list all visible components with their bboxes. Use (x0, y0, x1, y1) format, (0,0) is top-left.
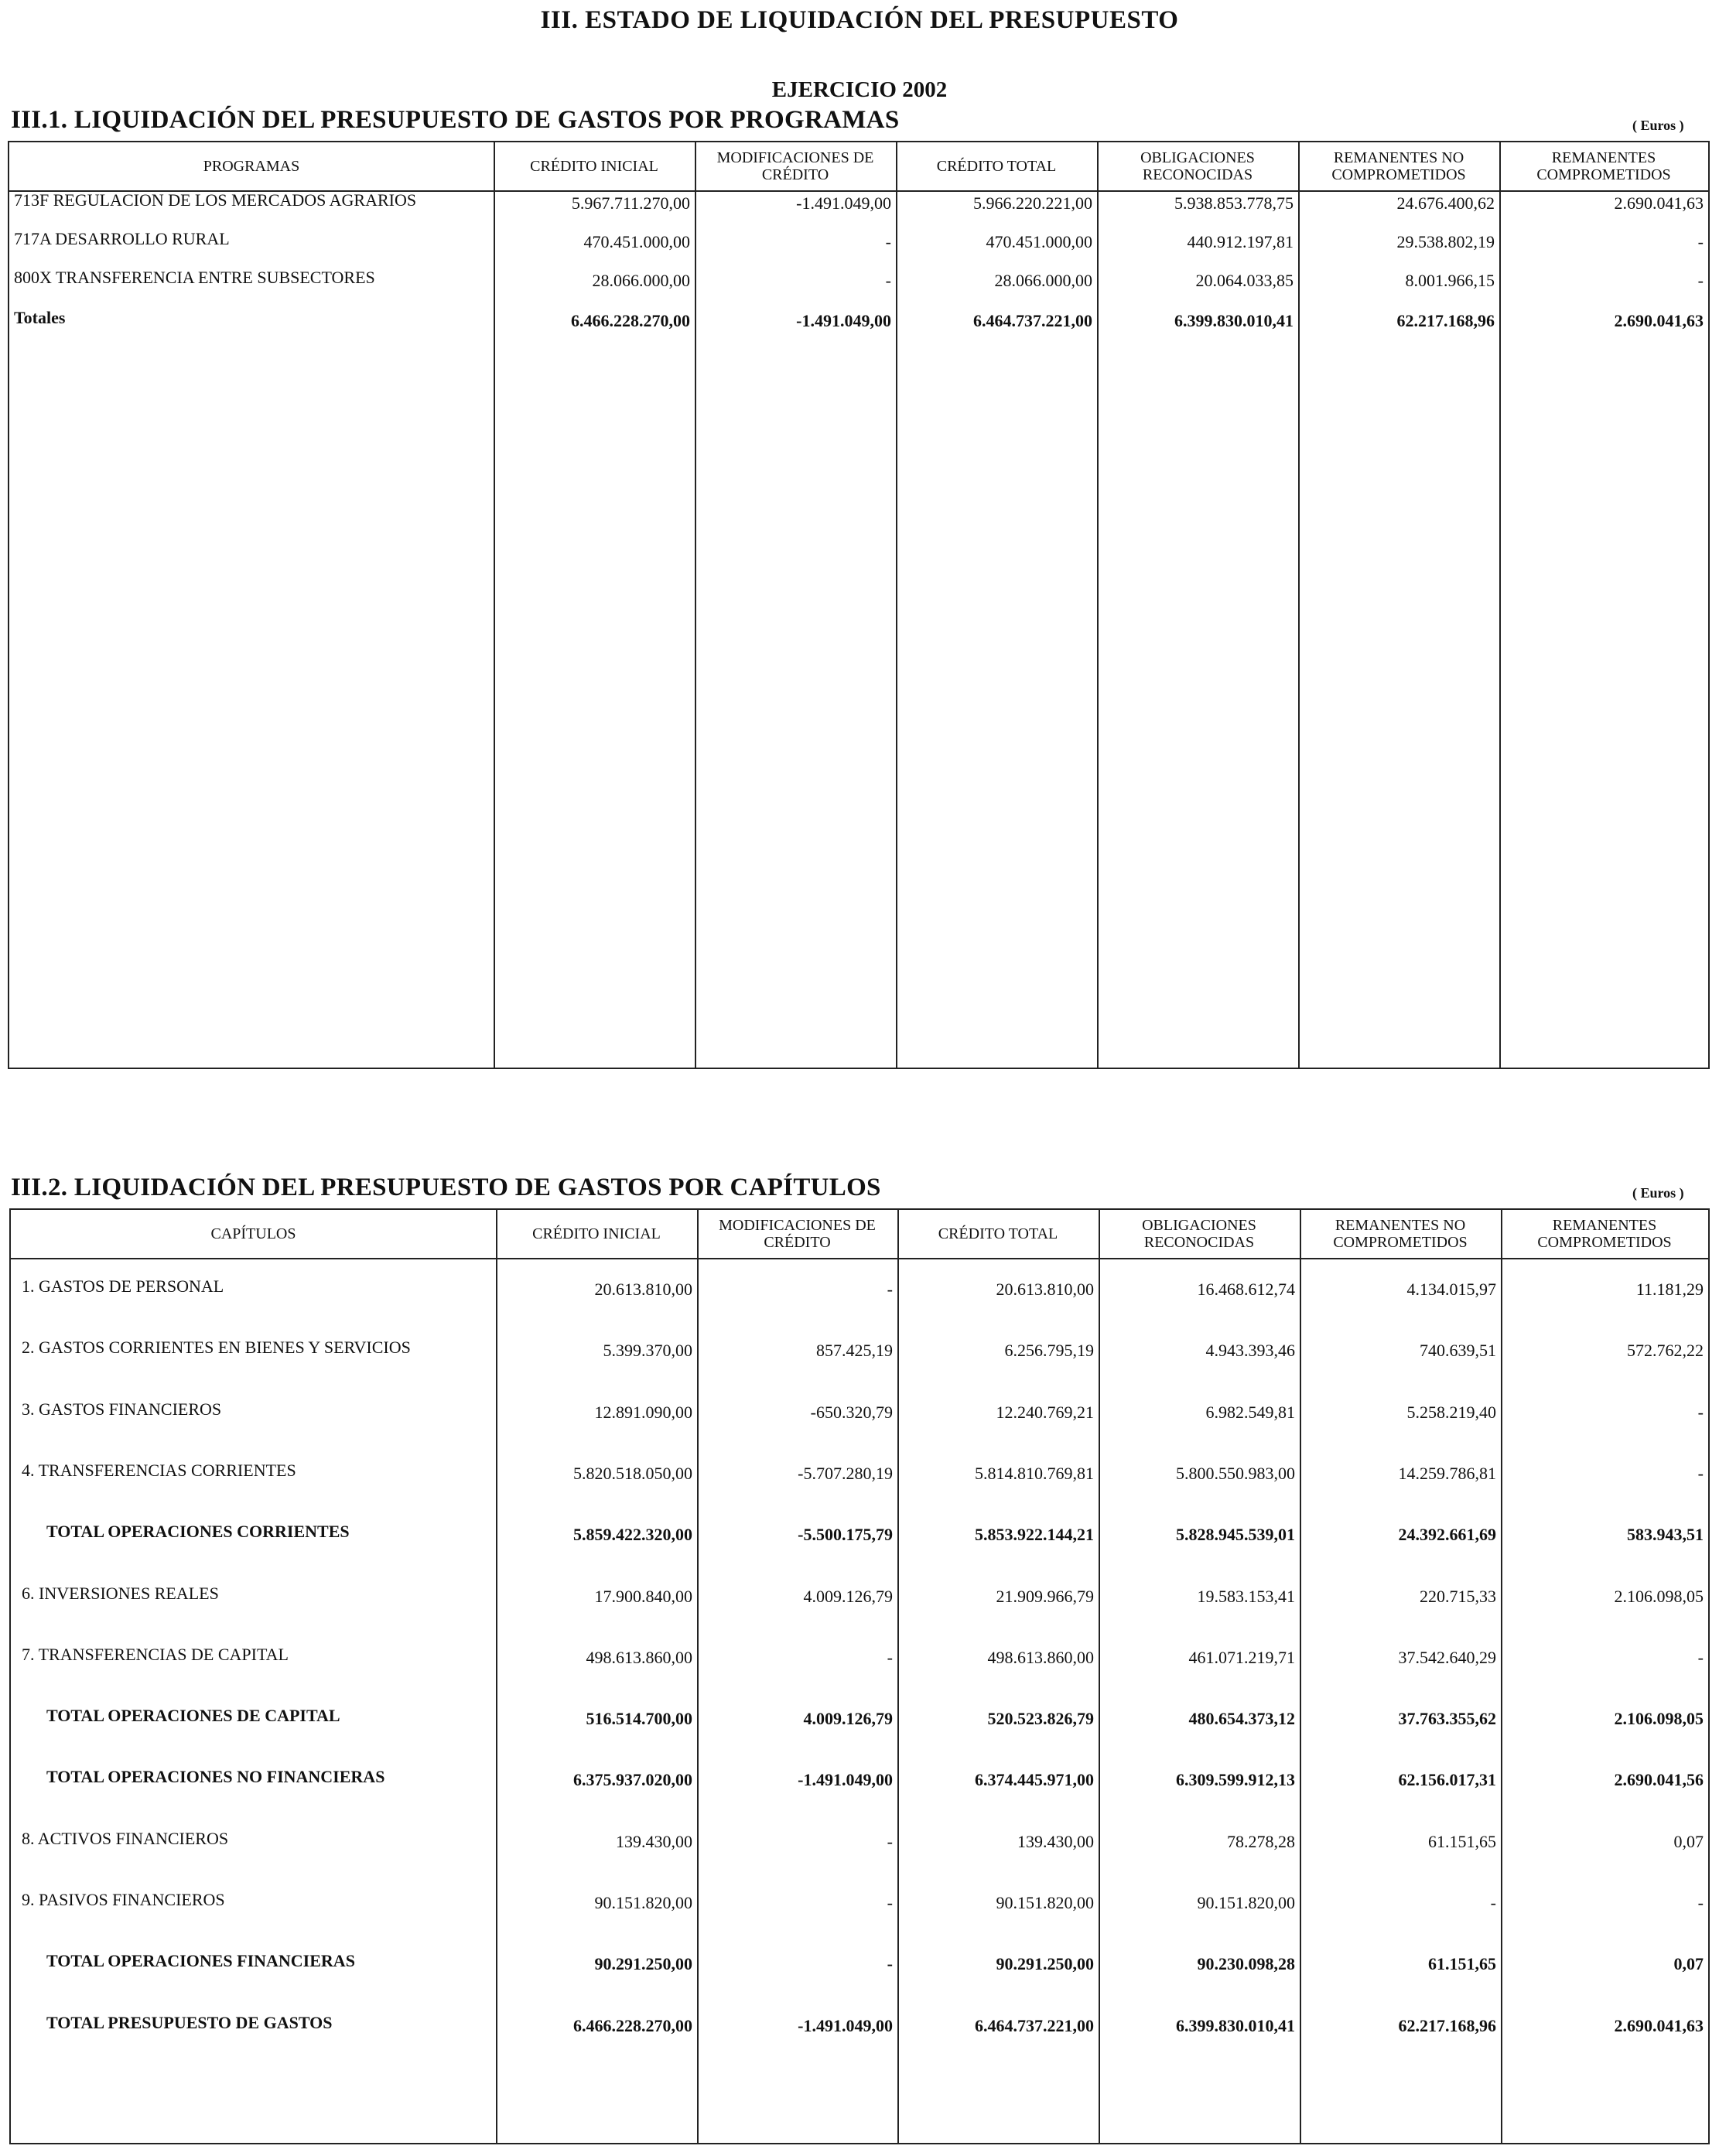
row-value: 6.256.795,19 (1004, 1341, 1094, 1361)
row-value: 28.066.000,00 (592, 271, 690, 290)
row-value: 6.466.228.270,00 (573, 2015, 692, 2035)
row-value: 5.966.220.221,00 (973, 193, 1092, 213)
row-value: 16.468.612,74 (1197, 1280, 1295, 1299)
row-label: 9. PASIVOS FINANCIEROS (22, 1890, 225, 1909)
row-label: 7. TRANSFERENCIAS DE CAPITAL (22, 1644, 289, 1664)
row-value: 498.613.860,00 (987, 1647, 1094, 1667)
row-value: 6.375.937.020,00 (573, 1770, 692, 1790)
capitulos-section-title: III.2. LIQUIDACIÓN DEL PRESUPUESTO DE GASTOS POR CAPÍTULOS (11, 1174, 881, 1201)
row-value: - (887, 1647, 893, 1667)
row-value: 28.066.000,00 (994, 271, 1092, 290)
row-label: Totales (14, 308, 66, 327)
row-value: - (1697, 232, 1704, 251)
column-header: CRÉDITO TOTAL (936, 158, 1057, 175)
row-label: 800X TRANSFERENCIA ENTRE SUBSECTORES (14, 268, 375, 287)
row-value: - (1697, 1647, 1704, 1667)
row-value: 516.514.700,00 (586, 1709, 692, 1729)
row-value: 90.291.250,00 (996, 1954, 1094, 1974)
row-value: 90.151.820,00 (996, 1893, 1094, 1912)
row-label: 1. GASTOS DE PERSONAL (22, 1276, 224, 1296)
row-label: TOTAL PRESUPUESTO DE GASTOS (46, 2012, 333, 2032)
row-value: 2.690.041,63 (1614, 193, 1704, 213)
row-value: 2.690.041,63 (1614, 2015, 1704, 2035)
row-value: 0,07 (1673, 1831, 1704, 1851)
row-value: 220.715,33 (1420, 1586, 1496, 1606)
row-value: 857.425,19 (816, 1341, 893, 1361)
row-value: 20.613.810,00 (594, 1280, 692, 1299)
row-value: 6.982.549,81 (1205, 1402, 1295, 1422)
row-value: 6.399.830.010,41 (1174, 311, 1294, 330)
row-value: - (887, 1954, 893, 1974)
row-label: TOTAL OPERACIONES FINANCIERAS (46, 1951, 355, 1971)
row-value: - (887, 1893, 893, 1912)
row-value: 5.828.945.539,01 (1176, 1525, 1295, 1545)
row-value: 90.151.820,00 (1197, 1893, 1295, 1912)
row-value: 61.151,65 (1428, 1831, 1496, 1851)
row-label: TOTAL OPERACIONES NO FINANCIERAS (46, 1767, 385, 1787)
row-value: 37.763.355,62 (1398, 1709, 1496, 1729)
header-divider (11, 1258, 1708, 1259)
row-value: 5.967.711.270,00 (571, 193, 690, 213)
column-header: MODIFICACIONES DE CRÉDITO (719, 1217, 876, 1251)
row-value: 62.217.168,96 (1398, 2015, 1496, 2035)
column-header: MODIFICACIONES DE CRÉDITO (716, 149, 874, 183)
row-value: - (1697, 1463, 1704, 1483)
row-value: 24.392.661,69 (1398, 1525, 1496, 1545)
column-header: CRÉDITO TOTAL (938, 1225, 1058, 1242)
row-value: 62.217.168,96 (1396, 311, 1495, 330)
row-value: 740.639,51 (1420, 1341, 1496, 1361)
row-value: 139.430,00 (1017, 1831, 1094, 1851)
row-value: 2.106.098,05 (1614, 1709, 1704, 1729)
capitulos-table (9, 1208, 1710, 2144)
column-header: REMANENTES NO COMPROMETIDOS (1333, 1217, 1468, 1251)
row-value: 6.464.737.221,00 (973, 311, 1092, 330)
row-label: 6. INVERSIONES REALES (22, 1583, 219, 1603)
row-value: 78.278,28 (1227, 1831, 1295, 1851)
row-value: 5.853.922.144,21 (975, 1525, 1094, 1545)
capitulos-units: ( Euros ) (1632, 1185, 1684, 1201)
row-value: 520.523.826,79 (987, 1709, 1094, 1729)
row-value: 20.064.033,85 (1195, 271, 1294, 290)
row-value: 4.009.126,79 (803, 1709, 893, 1729)
row-value: 139.430,00 (616, 1831, 692, 1851)
row-value: 2.106.098,05 (1614, 1586, 1704, 1606)
column-header: PROGRAMAS (203, 158, 300, 175)
row-value: - (1490, 1893, 1496, 1912)
row-value: 8.001.966,15 (1405, 271, 1495, 290)
row-label: 8. ACTIVOS FINANCIEROS (22, 1828, 229, 1848)
row-value: 5.814.810.769,81 (975, 1463, 1094, 1483)
row-value: 5.800.550.983,00 (1176, 1463, 1295, 1483)
row-value: 12.240.769,21 (996, 1402, 1094, 1422)
column-header: OBLIGACIONES RECONOCIDAS (1140, 149, 1255, 183)
fiscal-year: EJERCICIO 2002 (771, 77, 948, 102)
row-value: 90.151.820,00 (594, 1893, 692, 1912)
row-value: 470.451.000,00 (583, 232, 690, 251)
row-label: 3. GASTOS FINANCIEROS (22, 1399, 222, 1419)
row-value: 61.151,65 (1428, 1954, 1496, 1974)
row-value: 5.820.518.050,00 (573, 1463, 692, 1483)
row-value: 29.538.802,19 (1396, 232, 1495, 251)
row-value: -650.320,79 (810, 1402, 893, 1422)
column-header: REMANENTES COMPROMETIDOS (1537, 1217, 1672, 1251)
row-value: 583.943,51 (1627, 1525, 1704, 1545)
row-value: 6.309.599.912,13 (1176, 1770, 1295, 1790)
row-value: 90.291.250,00 (594, 1954, 692, 1974)
row-value: - (1697, 1893, 1704, 1912)
row-value: -5.500.175,79 (798, 1525, 893, 1545)
column-header: OBLIGACIONES RECONOCIDAS (1142, 1217, 1256, 1251)
row-value: 461.071.219,71 (1188, 1647, 1295, 1667)
row-value: 21.909.966,79 (996, 1586, 1094, 1606)
programas-units: ( Euros ) (1632, 118, 1684, 133)
row-value: 440.912.197,81 (1187, 232, 1294, 251)
row-value: - (1697, 271, 1704, 290)
row-value: 37.542.640,29 (1398, 1647, 1496, 1667)
row-value: 6.374.445.971,00 (975, 1770, 1094, 1790)
row-value: 4.943.393,46 (1205, 1341, 1295, 1361)
row-value: 6.399.830.010,41 (1176, 2015, 1295, 2035)
row-value: 5.938.853.778,75 (1174, 193, 1294, 213)
row-value: - (887, 1280, 893, 1299)
row-value: 2.690.041,63 (1614, 311, 1704, 330)
row-value: -5.707.280,19 (798, 1463, 893, 1483)
page-title: III. ESTADO DE LIQUIDACIÓN DEL PRESUPUESTO (540, 6, 1179, 34)
column-header: CRÉDITO INICIAL (530, 158, 658, 175)
row-label: 717A DESARROLLO RURAL (14, 229, 230, 248)
row-value: 5.859.422.320,00 (573, 1525, 692, 1545)
row-value: -1.491.049,00 (798, 2015, 893, 2035)
row-value: 480.654.373,12 (1188, 1709, 1295, 1729)
column-header: REMANENTES NO COMPROMETIDOS (1331, 149, 1466, 183)
row-value: 90.230.098,28 (1197, 1954, 1295, 1974)
row-value: -1.491.049,00 (796, 311, 891, 330)
row-value: 470.451.000,00 (986, 232, 1092, 251)
row-value: 572.762,22 (1627, 1341, 1704, 1361)
row-label: TOTAL OPERACIONES CORRIENTES (46, 1522, 350, 1542)
row-value: 14.259.786,81 (1398, 1463, 1496, 1483)
column-header: REMANENTES COMPROMETIDOS (1536, 149, 1671, 183)
row-value: 2.690.041,56 (1614, 1770, 1704, 1790)
row-value: 498.613.860,00 (586, 1647, 692, 1667)
row-label: 2. GASTOS CORRIENTES EN BIENES Y SERVICIOS (22, 1338, 411, 1358)
row-value: 4.009.126,79 (803, 1586, 893, 1606)
row-value: 24.676.400,62 (1396, 193, 1495, 213)
programas-table (8, 141, 1710, 1069)
row-value: 11.181,29 (1635, 1280, 1704, 1299)
row-value: 5.399.370,00 (603, 1341, 692, 1361)
row-label: TOTAL OPERACIONES DE CAPITAL (46, 1706, 340, 1726)
row-value: 0,07 (1673, 1954, 1704, 1974)
column-header: CAPÍTULOS (210, 1225, 296, 1242)
row-value: 12.891.090,00 (594, 1402, 692, 1422)
row-value: - (887, 1831, 893, 1851)
row-value: -1.491.049,00 (796, 193, 891, 213)
row-value: 20.613.810,00 (996, 1280, 1094, 1299)
column-header: CRÉDITO INICIAL (532, 1225, 661, 1242)
row-value: 6.464.737.221,00 (975, 2015, 1094, 2035)
row-value: - (1697, 1402, 1704, 1422)
row-label: 4. TRANSFERENCIAS CORRIENTES (22, 1460, 296, 1480)
row-label: 713F REGULACION DE LOS MERCADOS AGRARIOS (14, 190, 417, 210)
row-value: 5.258.219,40 (1406, 1402, 1496, 1422)
row-value: 62.156.017,31 (1398, 1770, 1496, 1790)
row-value: 6.466.228.270,00 (571, 311, 690, 330)
row-value: 17.900.840,00 (594, 1586, 692, 1606)
row-value: 4.134.015,97 (1406, 1280, 1496, 1299)
row-value: -1.491.049,00 (798, 1770, 893, 1790)
row-value: 19.583.153,41 (1197, 1586, 1295, 1606)
programas-section-title: III.1. LIQUIDACIÓN DEL PRESUPUESTO DE GASTOS POR PROGRAMAS (11, 106, 900, 134)
row-value: - (885, 271, 891, 290)
row-value: - (885, 232, 891, 251)
